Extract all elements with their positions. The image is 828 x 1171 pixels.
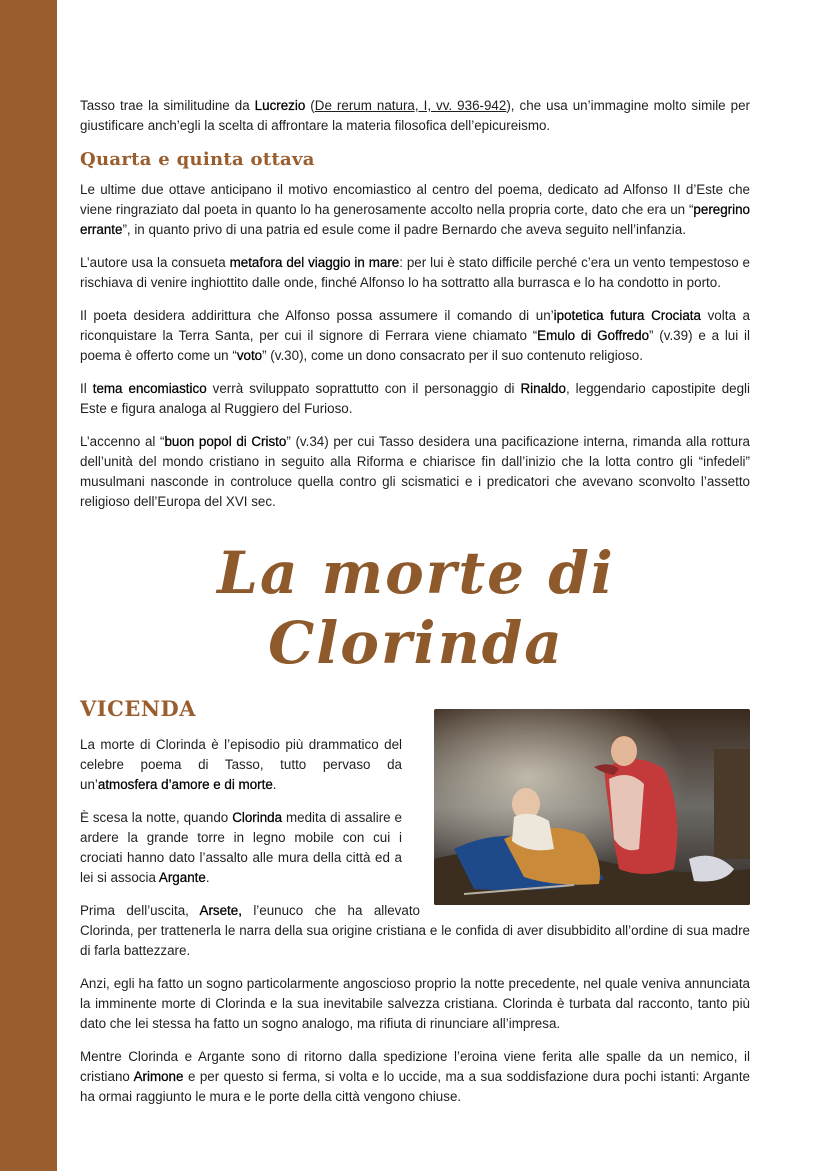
vicenda-paragraph-5: Mentre Clorinda e Argante sono di ritorno dalla spedizione l’eroina viene ferita alle spalle da un nemico, il cristiano Arimone e per questo si ferma, si volta e lo uccide, ma a sua soddisfazione dura pochi istanti: Argante ha ormai raggiunto le mura e le porte della città vengono chiuse. — [80, 1049, 750, 1104]
text: Tasso trae la similitudine da — [80, 98, 255, 113]
page-content — [80, 96, 750, 1120]
page-side-band — [0, 0, 57, 1171]
painting-svg — [434, 709, 750, 905]
intro-paragraph — [80, 96, 750, 136]
painting-illustration — [434, 709, 750, 905]
paragraph-2: L’autore usa la consueta metafora del viaggio in mare: per lui è stato difficile perché c’era un vento tempestoso e rischiava di venire inghiottito dalle onde, finché Alfonso lo ha sottratto alla burrasca e lo ha condotto in porto. — [80, 255, 750, 290]
paragraph-1: Le ultime due ottave anticipano il motivo encomiastico al centro del poema, dedicato ad Alfonso II d’Este che viene ringraziato dal poeta in quanto lo ha generosamente accolto nella propria corte, dato che era un “peregrino errante”, in quanto privo di una patria ed esule come il padre Bernardo che aveva seguito nell’infanzia. — [80, 182, 750, 237]
vicenda-paragraph-2: È scesa la notte, quando Clorinda medita di assalire e ardere la grande torre in legno mobile con cui i crociati hanno dato l’assalto alle mura della città ed a lei si associa Argante. — [80, 810, 402, 885]
vicenda-paragraph-1: La morte di Clorinda è l’episodio più drammatico del celebre poema di Tasso, tutto pervaso da un’atmosfera d’amore e di morte. — [80, 737, 402, 792]
text: ( — [305, 98, 315, 113]
section-heading-quarta: Quarta e quinta ottava — [80, 149, 315, 170]
vicenda-paragraph-4: Anzi, egli ha fatto un sogno particolarmente angoscioso proprio la notte precedente, nel quale veniva annunciata la imminente morte di Clorinda e la sua inevitabile salvezza cristiana. Clorinda è turbata dal racconto, tanto più dato che lei stessa ha fatto un sogno analogo, ma rifiuta di rinunciare all’impresa. — [80, 976, 750, 1031]
bold-text: Lucrezio — [254, 98, 306, 113]
text: ), che usa un’immagine molto simile per giustificare anch’egli la scelta di affrontare la materia filosofica dell’epicureismo. — [80, 98, 751, 133]
chapter-title: La morte di Clorinda — [217, 539, 615, 677]
paragraph-4: Il tema encomiastico verrà sviluppato soprattutto con il personaggio di Rinaldo, leggendario capostipite degli Este e figura analoga al Ruggiero del Furioso. — [80, 381, 750, 416]
paragraph-5: L’accenno al “buon popol di Cristo” (v.34) per cui Tasso desidera una pacificazione interna, rimanda alla rottura dell’unità del mondo cristiano in seguito alla Riforma e chiarisce fin dall’inizio che la lotta contro gli “infedeli” musulmani nasconde in controluce quella contro gli scismatici e i predicatori che avevano sconvolto l’assetto religioso dell’Europa del XVI sec. — [80, 434, 751, 509]
reference-link[interactable]: De rerum natura, I, vv. 936-942 — [314, 98, 507, 113]
paragraph-3: Il poeta desidera addirittura che Alfonso possa assumere il comando di un’ipotetica futura Crociata volta a riconquistare la Terra Santa, per cui il signore di Ferrara viene chiamato “Emulo di Goffredo” (v.39) e a lui il poema è offerto come un “voto” (v.30), come un dono consacrato per il suo contenuto religioso. — [80, 308, 750, 363]
section-heading-vicenda: VICENDA — [80, 696, 197, 721]
vicenda-paragraph-3: Prima dell’uscita, Arsete, l’eunuco che ha allevato Clorinda, per trattenerla le narra della sua origine cristiana e le confida di aver disubbidito all’ordine di sua madre di farla battezzare. — [80, 903, 750, 958]
